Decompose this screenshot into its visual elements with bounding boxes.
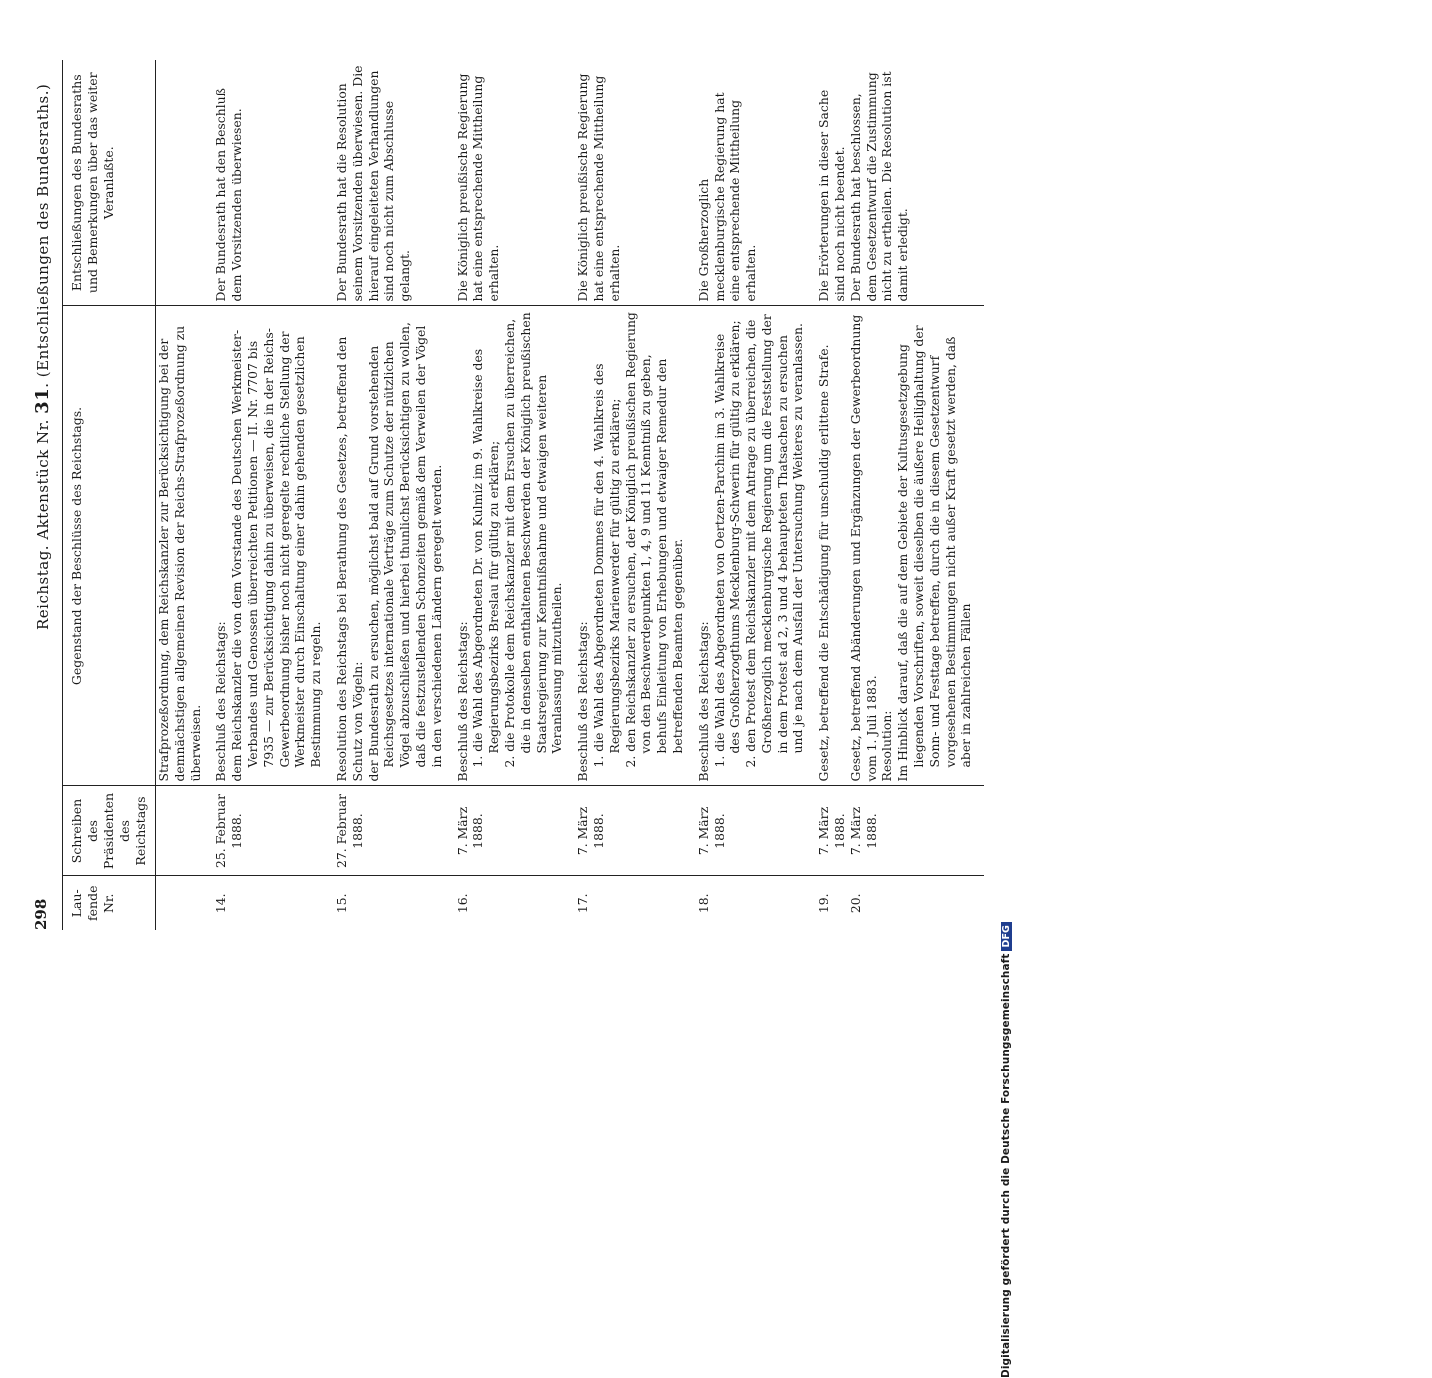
row-decision: Die Königlich preußische Regierung hat eine entsprechende Mittheilung erhalten. — [575, 60, 696, 306]
row-date — [156, 786, 214, 876]
table-row — [455, 60, 576, 930]
row-number: 15. — [333, 893, 349, 914]
row-number: 17. — [575, 893, 591, 914]
subject-paragraph: der Bundesrath zu ersuchen, möglichst bald auf Grund vorstehenden Reichsgesetzes internationale Verträge zum Schutze der nützlichen Vögel abzuschließen und hierbei thunlichst Berücksichtigen zu wollen, daß die festzustellenden Schonzeiten gemäß dem Verweilen der Vögel in den verschiedenen Ländern geregelt werden. — [365, 322, 444, 782]
row-decision: Der Bundesrath hat die Resolution seinem Vorsitzenden überwiesen. Die hierauf eingeleiteten Verhandlungen sind noch nicht zum Abschlusse gelangt. — [334, 60, 455, 306]
row-date: 7. März 1888. — [696, 786, 817, 876]
resolutions-table — [62, 60, 984, 930]
subject-paragraph: Resolution des Reichstags bei Berathung des Gesetzes, betreffend den Schutz von Vögeln: — [333, 336, 365, 782]
row-decision: Die Königlich preußische Regierung hat eine entsprechende Mittheilung erhalten. — [455, 60, 576, 306]
subject-paragraph: Beschluß des Reichstags: — [454, 621, 470, 782]
row-number: 18. — [695, 893, 711, 914]
subject-paragraph: Im Hinblick darauf, daß die auf dem Gebiete der Kultusgesetzgebung liegenden Vorschriften, soweit dieselben die äußere Heilighaltung der Sonn- und Festtage betreffen, durch die in diesem Gesetzentwurf vorgesehenen Bestimmungen nicht außer Kraft gesetzt werden, daß aber in zahlreichen Fällen — [895, 325, 974, 782]
subject-paragraph: Beschluß des Reichstags: — [575, 621, 591, 782]
row-date: 25. Februar 1888. — [213, 786, 334, 876]
credit-text: Digitalisierung gefördert durch die Deutsche Forschungsgemeinschaft — [1000, 953, 1012, 1378]
running-header — [30, 40, 58, 930]
subject-paragraph: 2. die Protokolle dem Reichskanzler mit dem Ersuchen zu überreichen, die in denselben enthaltenen Beschwerden der Königlich preußischen Staatsregierung zur Kenntnißnahme und etwaigen weiteren Veranlassung mitzutheilen. — [501, 312, 565, 768]
subject-paragraph: 1. die Wahl des Abgeordneten Dr. von Kulmiz im 9. Wahlkreise des Regierungsbezirks Breslau für gültig zu erklären; — [470, 348, 502, 768]
subject-paragraph: dem Reichskanzler die von dem Vorstande des Deutschen Werkmeister-Verbandes und Genossen überreichten Petitionen — II. Nr. 7707 bis 7935 — zur Berücksichtigung dahin zu überweisen, die in der Reichs-Gewerbeordnung bisher noch nicht geregelte rechtliche Stellung der Werkmeister durch Einschaltung einer dahin gehenden gesetzlichen Bestimmung zu regeln. — [229, 328, 324, 782]
table-row — [816, 60, 848, 930]
row-number — [156, 876, 214, 930]
row-date: 7. März 1888. — [575, 786, 696, 876]
row-number: 19. — [816, 893, 832, 914]
subject-paragraph: Gesetz, betreffend Abänderungen und Ergänzungen der Gewerbeordnung vom 1. Juli 1883. — [847, 314, 879, 782]
table-header-row — [63, 60, 156, 930]
table-row — [696, 60, 817, 930]
row-date: 7. März 1888. — [455, 786, 576, 876]
row-date: 7. März 1888. — [848, 786, 984, 876]
table-row — [156, 60, 214, 930]
running-title: Reichstag. Aktenstück Nr. 31. (Entschließungen des Bundesraths.) — [32, 83, 53, 630]
row-number: 16. — [454, 893, 470, 914]
row-subject — [848, 306, 984, 786]
dfg-logo: DFG — [1001, 922, 1012, 950]
subject-paragraph: Gesetz, betreffend die Entschädigung für unschuldig erlittene Strafe. — [816, 344, 832, 782]
subject-paragraph: Beschluß des Reichstags: — [213, 621, 229, 782]
column-header-subject: Gegenstand der Beschlüsse des Reichstags. — [63, 306, 156, 786]
row-date: 7. März 1888. — [816, 786, 848, 876]
table-row — [575, 60, 696, 930]
table-row — [213, 60, 334, 930]
column-header-nr: Lau-fende Nr. — [63, 876, 156, 930]
subject-paragraph: 2. den Protest dem Reichskanzler mit dem Antrage zu überreichen, die Großherzoglich mecklenburgische Regierung um die Feststellung der in dem Protest ad 2, 3 und 4 behaupteten Thatsachen zu ersuchen und je nach dem Ausfall der Untersuchung Weiteres zu veranlassen. — [743, 314, 806, 768]
row-number: 20. — [847, 893, 863, 914]
digitization-credit — [1000, 925, 1014, 1378]
column-header-date: Schreiben des Präsidenten des Reichstags — [63, 786, 156, 876]
subject-paragraph: Strafprozeßordnung, dem Reichskanzler zur Berücksichtigung bei der demnächstigen allgemeinen Revision der Reichs-Strafprozeßordnung zu überweisen. — [156, 325, 203, 782]
row-subject — [213, 306, 334, 786]
row-number: 14. — [213, 893, 229, 914]
column-header-decision: Entschließungen des Bundesraths und Bemerkungen über das weiter Veranlaßte. — [63, 60, 156, 306]
row-date: 27. Februar 1888. — [334, 786, 455, 876]
subject-paragraph: 1. die Wahl des Abgeordneten Dommes für den 4. Wahlkreis des Regierungsbezirks Marienwerder für gültig zu erklären; — [590, 363, 622, 768]
subject-paragraph: 2. den Reichskanzler zu ersuchen, der Königlich preußischen Regierung von den Beschwerdepunkten 1, 4, 9 und 11 Kenntniß zu geben, behufs Einleitung von Erhebungen und etwaiger Remedur den betreffenden Beamten gegenüber. — [622, 312, 685, 768]
row-decision: Die Erörterungen in dieser Sache sind noch nicht beendet. — [816, 60, 848, 306]
row-decision: Der Bundesrath hat beschlossen, dem Gesetzentwurf die Zustimmung nicht zu ertheilen. Die Resolution ist damit erledigt. — [848, 60, 984, 306]
subject-paragraph: 1. die Wahl des Abgeordneten von Oertzen-Parchim im 3. Wahlkreise des Großherzogthums Mecklenburg-Schwerin für gültig zu erklären; — [711, 320, 743, 768]
row-subject — [816, 306, 848, 786]
table-row — [848, 60, 984, 930]
row-subject — [696, 306, 817, 786]
document-number: 31 — [32, 387, 53, 414]
row-subject — [334, 306, 455, 786]
row-subject — [455, 306, 576, 786]
row-decision: Der Bundesrath hat den Beschluß dem Vorsitzenden überwiesen. — [213, 60, 334, 306]
row-decision — [156, 60, 214, 306]
subject-paragraph: Beschluß des Reichstags: — [695, 621, 711, 782]
subject-paragraph: Resolution: — [879, 710, 895, 782]
row-subject — [156, 306, 214, 786]
table-row — [334, 60, 455, 930]
row-subject — [575, 306, 696, 786]
page-number: 298 — [32, 898, 50, 930]
row-decision: Die Großherzoglich mecklenburgische Regierung hat eine entsprechende Mittheilung erhalten. — [696, 60, 817, 306]
